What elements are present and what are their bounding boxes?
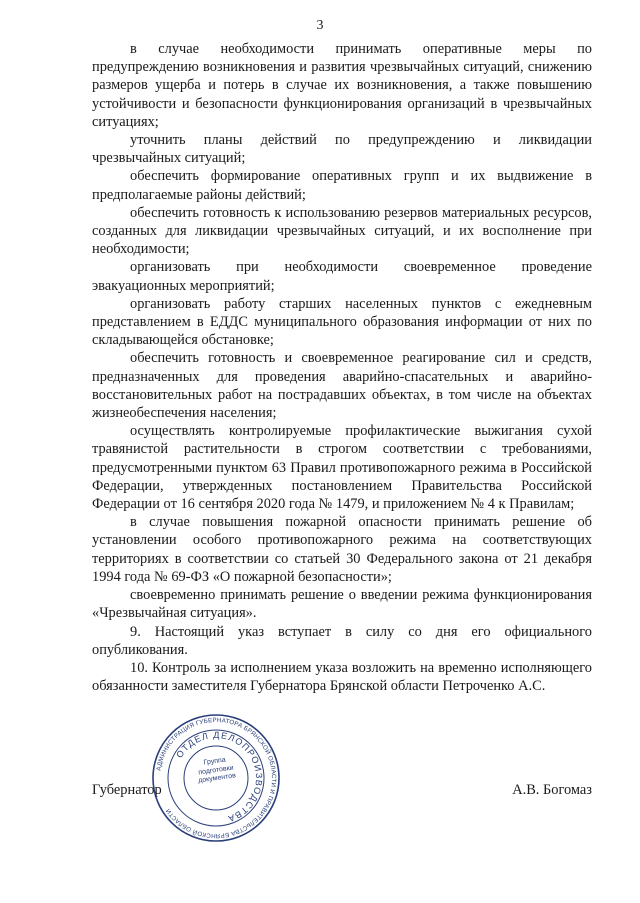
paragraph: своевременно принимать решение о введении режима функционирования «Чрезвычайная ситуация».	[92, 587, 592, 622]
paragraph: в случае необходимости принимать оперативные меры по предупреждению возникновения и развития чрезвычайных ситуаций, снижению размеров ущерба и потерь в случае их возникновения, а также повышению устойчивости и безопасности функционирования организаций в чрезвычайных ситуациях;	[92, 41, 592, 130]
paragraph-clause-9: 9. Настоящий указ вступает в силу со дня его официального опубликования.	[92, 623, 592, 658]
stamp-middle-ring-text: ОТДЕЛ ДЕЛОПРОИЗВОДСТВА	[174, 729, 265, 825]
paragraph: уточнить планы действий по предупреждению и ликвидации чрезвычайных ситуаций;	[92, 132, 592, 167]
signer-title: Губернатор	[92, 782, 162, 798]
signer-name: А.В. Богомаз	[512, 782, 592, 798]
stamp-inner-label: Группа подготовки документов	[197, 756, 237, 785]
paragraph-clause-10: 10. Контроль за исполнением указа возложить на временно исполняющего обязанности заместителя Губернатора Брянской области Петроченко А.С.	[92, 659, 592, 695]
paragraph: в случае повышения пожарной опасности принимать решение об установлении особого противопожарного режима на соответствующих территориях в соответствии со статьей 30 Федерального закона от 21 декабря 1994 года № 69-ФЗ «О пожарной безопасности»;	[92, 514, 592, 585]
paragraph: организовать работу старших населенных пунктов с ежедневным представлением в ЕДДС муниципального образования информации от них по складывающейся обстановке;	[92, 295, 592, 349]
page-number: 3	[316, 18, 324, 33]
paragraph: обеспечить готовность и своевременное реагирование сил и средств, предназначенных для проведения аварийно-спасательных и аварийно-восстановительных работ на пострадавших объектах, в том числе на объектах жизнеобеспечения населения;	[92, 350, 592, 422]
paragraph: обеспечить формирование оперативных групп и их выдвижение в предполагаемые районы действий;	[92, 168, 592, 203]
stamp-outer-ring-text: АДМИНИСТРАЦИЯ ГУБЕРНАТОРА БРЯНСКОЙ ОБЛАСТИ И ПРАВИТЕЛЬСТВА БРЯНСКОЙ ОБЛАСТИ	[155, 716, 278, 840]
paragraph: организовать при необходимости своевременное проведение эвакуационных мероприятий;	[92, 259, 592, 294]
document-body	[92, 40, 592, 695]
paragraph: обеспечить готовность к использованию резервов материальных ресурсов, созданных для ликвидации чрезвычайных ситуаций, и их восполнение при необходимости;	[92, 204, 592, 258]
official-stamp	[150, 712, 282, 844]
paragraph: осуществлять контролируемые профилактические выжигания сухой травянистой растительности в строгом соответствии с требованиями, предусмотренными пунктом 63 Правил противопожарного режима в Российской Федерации, утвержденных постановлением Правительства Российской Федерации от 16 сентября 2020 года № 1479, и приложением № 4 к Правилам;	[92, 423, 592, 513]
